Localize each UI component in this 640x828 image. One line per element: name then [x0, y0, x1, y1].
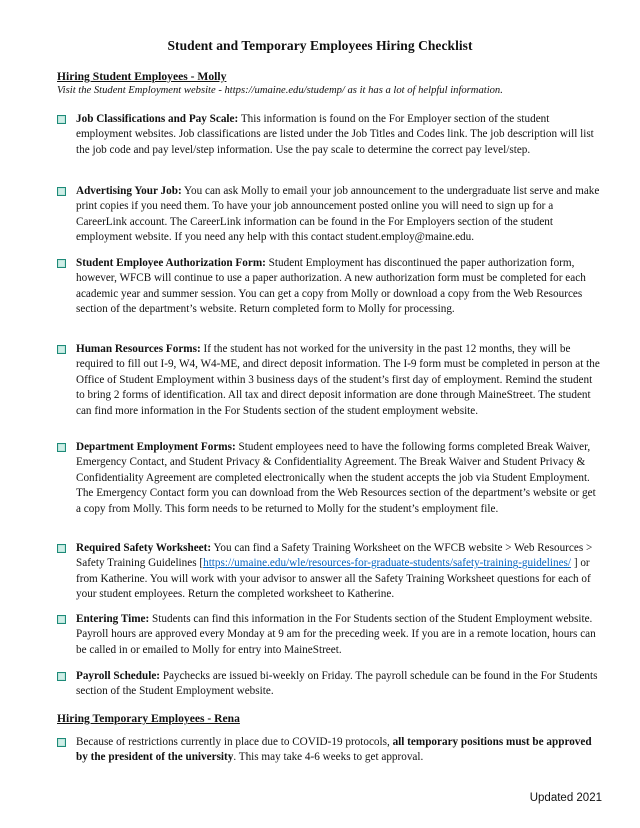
student-section-heading: Hiring Student Employees - Molly	[57, 70, 227, 83]
checkbox-icon[interactable]	[57, 187, 66, 196]
checklist-item-safety-worksheet	[57, 541, 603, 603]
checkbox-icon[interactable]	[57, 672, 66, 681]
item-label: Entering Time:	[76, 613, 150, 625]
item-label: Job Classifications and Pay Scale:	[76, 113, 239, 125]
checklist-item-hr-forms	[57, 342, 603, 419]
item-text-after: . This may take 4-6 weeks to get approval.	[233, 751, 424, 764]
checklist-item-temporary-approval	[57, 735, 603, 766]
item-label: Department Employment Forms:	[76, 441, 236, 453]
item-text-before: Because of restrictions currently in place due to COVID-19 protocols,	[76, 736, 393, 748]
item-text: Paychecks are issued bi-weekly on Friday. The payroll schedule can be found in the For Students section of the Student Employment website.	[76, 670, 598, 698]
checklist-item-job-classifications	[57, 112, 603, 158]
checklist-item-advertising	[57, 184, 603, 246]
item-text: If the student has not worked for the university in the past 12 months, they will be required to fill out I-9, W4, W4-ME, and direct deposit information. The I-9 form must be completed in person at the Office of Student Employment within 3 business days of the student’s first day of employment. Remind the student to bring 2 forms of identification. All tax and direct deposit information are done through MaineStreet. The student can find more information in the For Students section of the student employment website.	[76, 343, 600, 417]
item-text-after: ] or from Katherine. You will work with your advisor to answer all the Safety Training Worksheet questions for each of your student employees. Return the completed worksheet to Katherine.	[76, 557, 591, 601]
item-text-before: You can find a Safety Training Worksheet on the WFCB website > Web Resources > Safety Training Guidelines [	[76, 542, 593, 570]
checkbox-icon[interactable]	[57, 345, 66, 354]
item-text: You can ask Molly to email your job announcement to the undergraduate list serve and make print copies if you need them. To have your job announcement posted online you will need to sign up for a CareerLink account. The CareerLink information can be found in the For Employers section of the student employment website. If you need any help with this contact student.employ@maine.edu.	[76, 185, 600, 244]
student-section-subtitle: Visit the Student Employment website - https://umaine.edu/studemp/ as it has a lot of helpful information.	[57, 85, 503, 96]
safety-guidelines-link[interactable]: https://umaine.edu/wle/resources-for-graduate-students/safety-training-guidelines/	[203, 557, 572, 570]
item-label: Payroll Schedule:	[76, 670, 161, 682]
checklist-item-entering-time	[57, 612, 603, 658]
item-text: This information is found on the For Employer section of the student employment websites. Job classifications are listed under the Job Titles and Codes link. The job description will list the job code and pay level/step information. Use the pay scale to determine the correct pay level/step.	[76, 113, 594, 156]
item-text: Student Employment has discontinued the paper authorization form, however, WFCB will continue to use a paper authorization. A new authorization form must be completed for each academic year and summer session. You can get a copy from Molly or download a copy from the Web Resources section of the department’s website. Return completed form to Molly for processing.	[76, 257, 586, 316]
checkbox-icon[interactable]	[57, 738, 66, 747]
checklist-item-authorization-form	[57, 256, 603, 318]
checkbox-icon[interactable]	[57, 544, 66, 553]
checklist-item-payroll-schedule	[57, 669, 603, 700]
checklist-item-department-forms	[57, 440, 603, 517]
checkbox-icon[interactable]	[57, 115, 66, 124]
item-text-strong: all temporary positions must be approved by the president of the university	[76, 736, 592, 764]
checkbox-icon[interactable]	[57, 615, 66, 624]
item-label: Human Resources Forms:	[76, 343, 201, 355]
checkbox-icon[interactable]	[57, 443, 66, 452]
item-text: Students can find this information in the For Students section of the Student Employment website. Payroll hours are approved every Monday at 9 am for the preceding week. If you are in a remote location, hours can be called in or emailed to Molly for entry into MaineStreet.	[76, 613, 596, 656]
updated-footer: Updated 2021	[529, 792, 602, 804]
page-title: Student and Temporary Employees Hiring Checklist	[167, 38, 473, 53]
item-label: Student Employee Authorization Form:	[76, 257, 266, 269]
item-label: Advertising Your Job:	[76, 185, 182, 197]
temp-section-heading: Hiring Temporary Employees - Rena	[57, 712, 240, 725]
item-label: Required Safety Worksheet:	[76, 542, 212, 554]
item-text: Student employees need to have the following forms completed Break Waiver, Emergency Contact, and Student Privacy & Confidentiality Agreement. The Break Waiver and Student Privacy & Confidentiality Agreement are completed electronically when the student accepts the job via Student Employment. The Emergency Contact form you can download from the Web Resources section of the department’s website or get a copy from Molly. This form needs to be returned to Molly for the student’s employment file.	[76, 441, 596, 515]
checkbox-icon[interactable]	[57, 259, 66, 268]
